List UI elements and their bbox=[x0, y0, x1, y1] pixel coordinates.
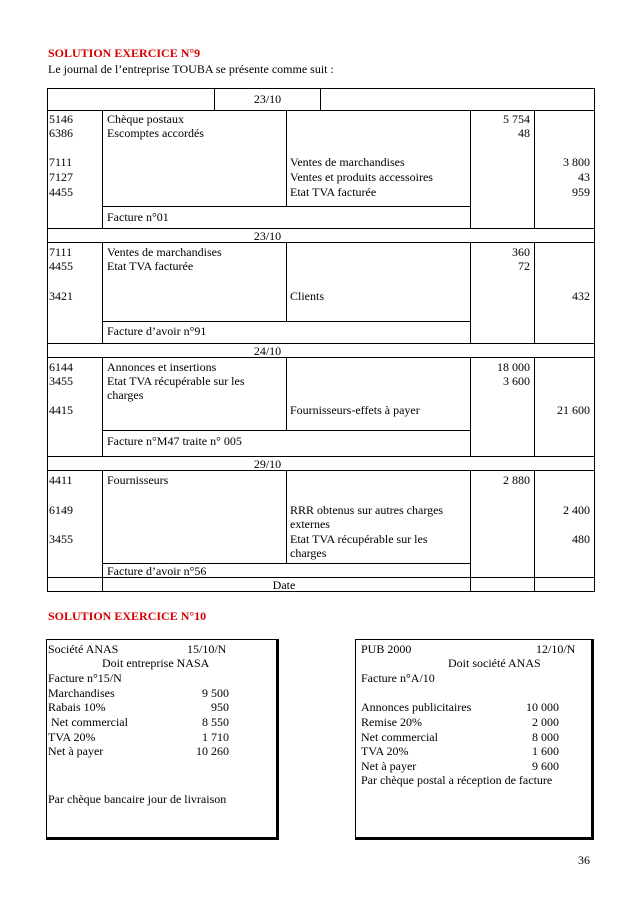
debit-amount: 72 bbox=[518, 259, 530, 273]
account-label: Chèque postaux bbox=[107, 112, 184, 126]
debit-amount: 18 000 bbox=[497, 360, 530, 374]
credit-amount: 432 bbox=[572, 289, 590, 303]
debit-amount: 360 bbox=[512, 245, 530, 259]
account-number: 6144 bbox=[49, 360, 73, 374]
invoice-payment: Par chèque bancaire jour de livraison bbox=[48, 792, 227, 806]
account-label: externes bbox=[290, 517, 330, 531]
table-footer-date: Date bbox=[272, 578, 296, 592]
invoice-date: 15/10/N bbox=[187, 642, 227, 656]
invoice-line-label: Remise 20% bbox=[361, 715, 422, 729]
account-label: Annonces et insertions bbox=[107, 360, 217, 374]
account-number: 6386 bbox=[49, 126, 73, 140]
account-number: 3421 bbox=[49, 289, 73, 303]
account-label: charges bbox=[290, 546, 327, 560]
account-label: RRR obtenus sur autres charges bbox=[290, 503, 444, 517]
debit-amount: 3 600 bbox=[503, 374, 530, 388]
invoice-number: Facture n°15/N bbox=[48, 671, 122, 685]
invoice-line-value: 950 bbox=[211, 700, 229, 714]
debit-amount: 5 754 bbox=[503, 112, 530, 126]
credit-amount: 3 800 bbox=[563, 155, 590, 169]
invoice-line-label: Net commercial bbox=[361, 730, 438, 744]
invoice-line-value: 10 260 bbox=[196, 744, 229, 758]
account-number: 3455 bbox=[49, 374, 73, 388]
invoice-doit: Doit société ANAS bbox=[448, 656, 541, 670]
account-label: Etat TVA facturée bbox=[290, 185, 377, 199]
invoice-line-value: 8 550 bbox=[202, 715, 229, 729]
ex10-title: SOLUTION EXERCICE N°10 bbox=[48, 609, 207, 623]
invoice-line-label: Net à payer bbox=[361, 759, 417, 773]
account-number: 5146 bbox=[49, 112, 73, 126]
account-label: charges bbox=[107, 388, 144, 402]
entry-date: 23/10 bbox=[253, 229, 282, 243]
account-number: 4455 bbox=[49, 259, 73, 273]
invoice-line-value: 1 600 bbox=[532, 744, 559, 758]
invoice-line-value: 9 600 bbox=[532, 759, 559, 773]
invoice-payment: Par chèque postal a réception de facture bbox=[361, 773, 553, 787]
invoice-line-value: 1 710 bbox=[202, 730, 229, 744]
invoice-doit: Doit entreprise NASA bbox=[102, 656, 210, 670]
invoice-line-label: TVA 20% bbox=[48, 730, 96, 744]
entry-date: 23/10 bbox=[253, 92, 282, 106]
entry-reference: Facture d’avoir n°56 bbox=[107, 564, 207, 578]
account-number: 3455 bbox=[49, 532, 73, 546]
entry-date: 24/10 bbox=[253, 344, 282, 358]
account-label: Etat TVA facturée bbox=[107, 259, 194, 273]
entry-reference: Facture n°M47 traite n° 005 bbox=[107, 434, 242, 448]
entry-date: 29/10 bbox=[253, 457, 282, 471]
invoice-company: PUB 2000 bbox=[361, 642, 412, 656]
account-number: 4411 bbox=[49, 473, 73, 487]
invoice-box-pub2000 bbox=[355, 639, 594, 840]
debit-amount: 2 880 bbox=[503, 473, 530, 487]
page-number: 36 bbox=[578, 853, 590, 867]
invoice-line-label: Net à payer bbox=[48, 744, 104, 758]
credit-amount: 21 600 bbox=[557, 403, 590, 417]
account-label: Fournisseurs-effets à payer bbox=[290, 403, 420, 417]
account-label: Ventes et produits accessoires bbox=[290, 170, 433, 184]
invoice-line-value: 9 500 bbox=[202, 686, 229, 700]
entry-reference: Facture d’avoir n°91 bbox=[107, 324, 207, 338]
account-number: 4415 bbox=[49, 403, 73, 417]
credit-amount: 2 400 bbox=[563, 503, 590, 517]
invoice-line-value: 8 000 bbox=[532, 730, 559, 744]
credit-amount: 959 bbox=[572, 185, 590, 199]
invoice-line-label: Net commercial bbox=[48, 715, 128, 729]
account-number: 6149 bbox=[49, 503, 73, 517]
account-label: Etat TVA récupérable sur les bbox=[107, 374, 245, 388]
ex9-intro: Le journal de l’entreprise TOUBA se présente comme suit : bbox=[48, 62, 334, 76]
invoice-line-label: Rabais 10% bbox=[48, 700, 106, 714]
account-label: Ventes de marchandises bbox=[290, 155, 405, 169]
account-number: 7111 bbox=[49, 155, 73, 169]
account-label: Escomptes accordés bbox=[107, 126, 204, 140]
entry-reference: Facture n°01 bbox=[107, 210, 169, 224]
invoice-company: Société ANAS bbox=[48, 642, 119, 656]
credit-amount: 43 bbox=[578, 170, 590, 184]
account-label: Clients bbox=[290, 289, 325, 303]
ex9-title: SOLUTION EXERCICE N°9 bbox=[48, 46, 201, 60]
invoice-line-label: Annonces publicitaires bbox=[361, 700, 472, 714]
account-number: 7127 bbox=[49, 170, 73, 184]
debit-amount: 48 bbox=[518, 126, 530, 140]
invoice-date: 12/10/N bbox=[536, 642, 576, 656]
account-number: 4455 bbox=[49, 185, 73, 199]
account-number: 7111 bbox=[49, 245, 73, 259]
account-label: Etat TVA récupérable sur les bbox=[290, 532, 428, 546]
invoice-number: Facture n°A/10 bbox=[361, 671, 435, 685]
invoice-line-value: 10 000 bbox=[526, 700, 559, 714]
account-label: Fournisseurs bbox=[107, 473, 169, 487]
invoice-box-anas bbox=[46, 639, 279, 840]
credit-amount: 480 bbox=[572, 532, 590, 546]
invoice-line-label: TVA 20% bbox=[361, 744, 409, 758]
invoice-line-label: Marchandises bbox=[48, 686, 115, 700]
invoice-line-value: 2 000 bbox=[532, 715, 559, 729]
account-label: Ventes de marchandises bbox=[107, 245, 222, 259]
